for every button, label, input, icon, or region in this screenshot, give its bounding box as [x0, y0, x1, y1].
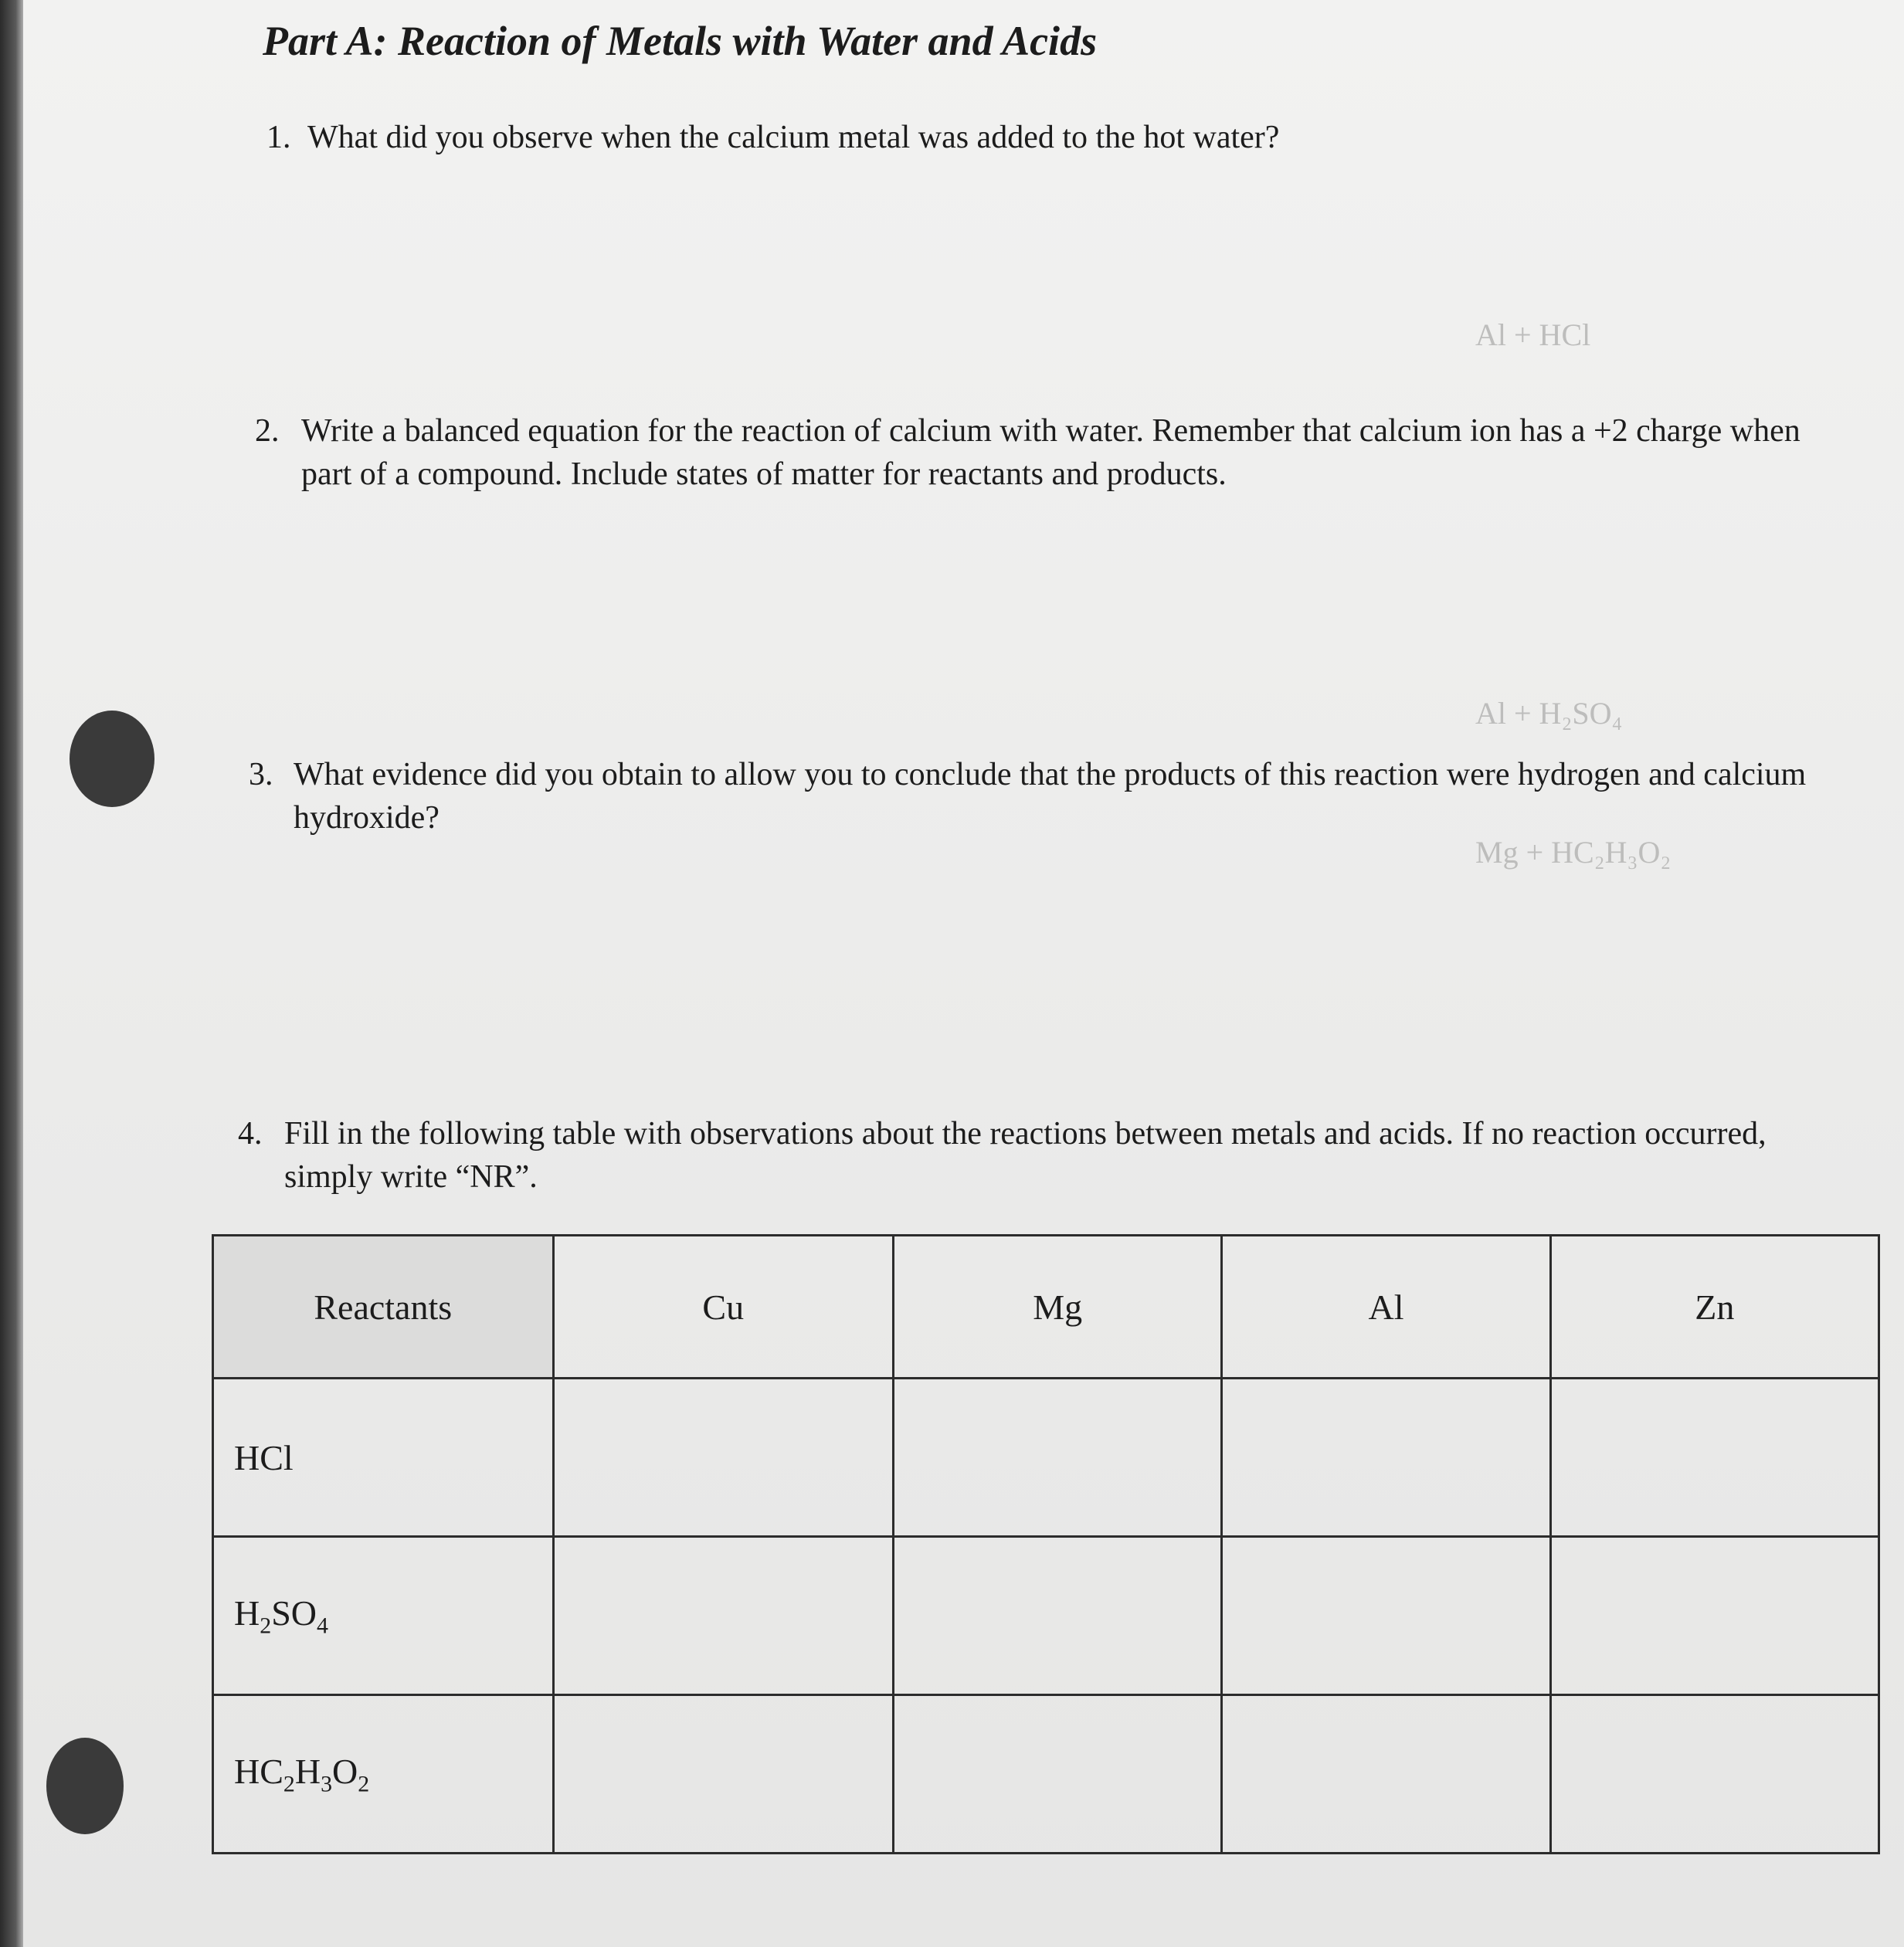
table-row [213, 1379, 1879, 1537]
table-row [213, 1695, 1879, 1854]
observation-cell[interactable] [1222, 1537, 1550, 1695]
show-through-text: Al + HCl [1475, 317, 1591, 352]
observation-cell[interactable] [894, 1537, 1222, 1695]
acid-label-h2so4: $H_2SO_4$ [213, 1537, 554, 1695]
observation-cell[interactable] [894, 1695, 1222, 1854]
acid-label-hcl: HCl [213, 1379, 554, 1537]
question-2-text: Write a balanced equation for the reaction of calcium with water. Remember that calcium ion has a +2 charge when part of a compound. Include states of matter for reactants and products. [301, 413, 1800, 492]
question-4-text: Fill in the following table with observations about the reactions between metals and acids. If no reaction occurred, simply write “NR”. [284, 1116, 1767, 1195]
observation-cell[interactable] [553, 1379, 894, 1537]
question-3-number: 3. [249, 757, 273, 792]
part-title: Part A: Reaction of Metals with Water and Acids [263, 18, 1098, 64]
question-4-number: 4. [238, 1116, 263, 1152]
observation-cell[interactable] [1550, 1695, 1879, 1854]
reactants-header: Reactants [213, 1236, 554, 1379]
punch-hole [70, 711, 154, 807]
observation-cell[interactable] [553, 1537, 894, 1695]
observations-table [212, 1234, 1880, 1854]
question-1-number: 1. [266, 120, 291, 155]
observation-cell[interactable] [1222, 1695, 1550, 1854]
question-2-number: 2. [255, 413, 280, 449]
table-row [213, 1537, 1879, 1695]
observation-cell[interactable] [553, 1695, 894, 1854]
observation-cell[interactable] [1550, 1379, 1879, 1537]
metal-header-zn: Zn [1550, 1236, 1879, 1379]
metal-header-mg: Mg [894, 1236, 1222, 1379]
observation-cell[interactable] [894, 1379, 1222, 1537]
metal-header-cu: Cu [553, 1236, 894, 1379]
metal-header-al: Al [1222, 1236, 1550, 1379]
show-through-text: Mg + HC₂H₃O₂ [1475, 835, 1672, 870]
observation-cell[interactable] [1550, 1537, 1879, 1695]
punch-hole [46, 1738, 124, 1834]
page-edge-shadow [0, 0, 26, 1947]
question-1-text: What did you observe when the calcium metal was added to the hot water? [307, 120, 1280, 155]
observation-cell[interactable] [1222, 1379, 1550, 1537]
show-through-text: Al + H₂SO₄ [1475, 696, 1623, 731]
acid-label-hc2h3o2: $HC_2H_3O_2$ [213, 1695, 554, 1854]
table-header-row [213, 1236, 1879, 1379]
question-3-text: What evidence did you obtain to allow you to conclude that the products of this reaction were hydrogen and calcium hydroxide? [294, 757, 1807, 836]
